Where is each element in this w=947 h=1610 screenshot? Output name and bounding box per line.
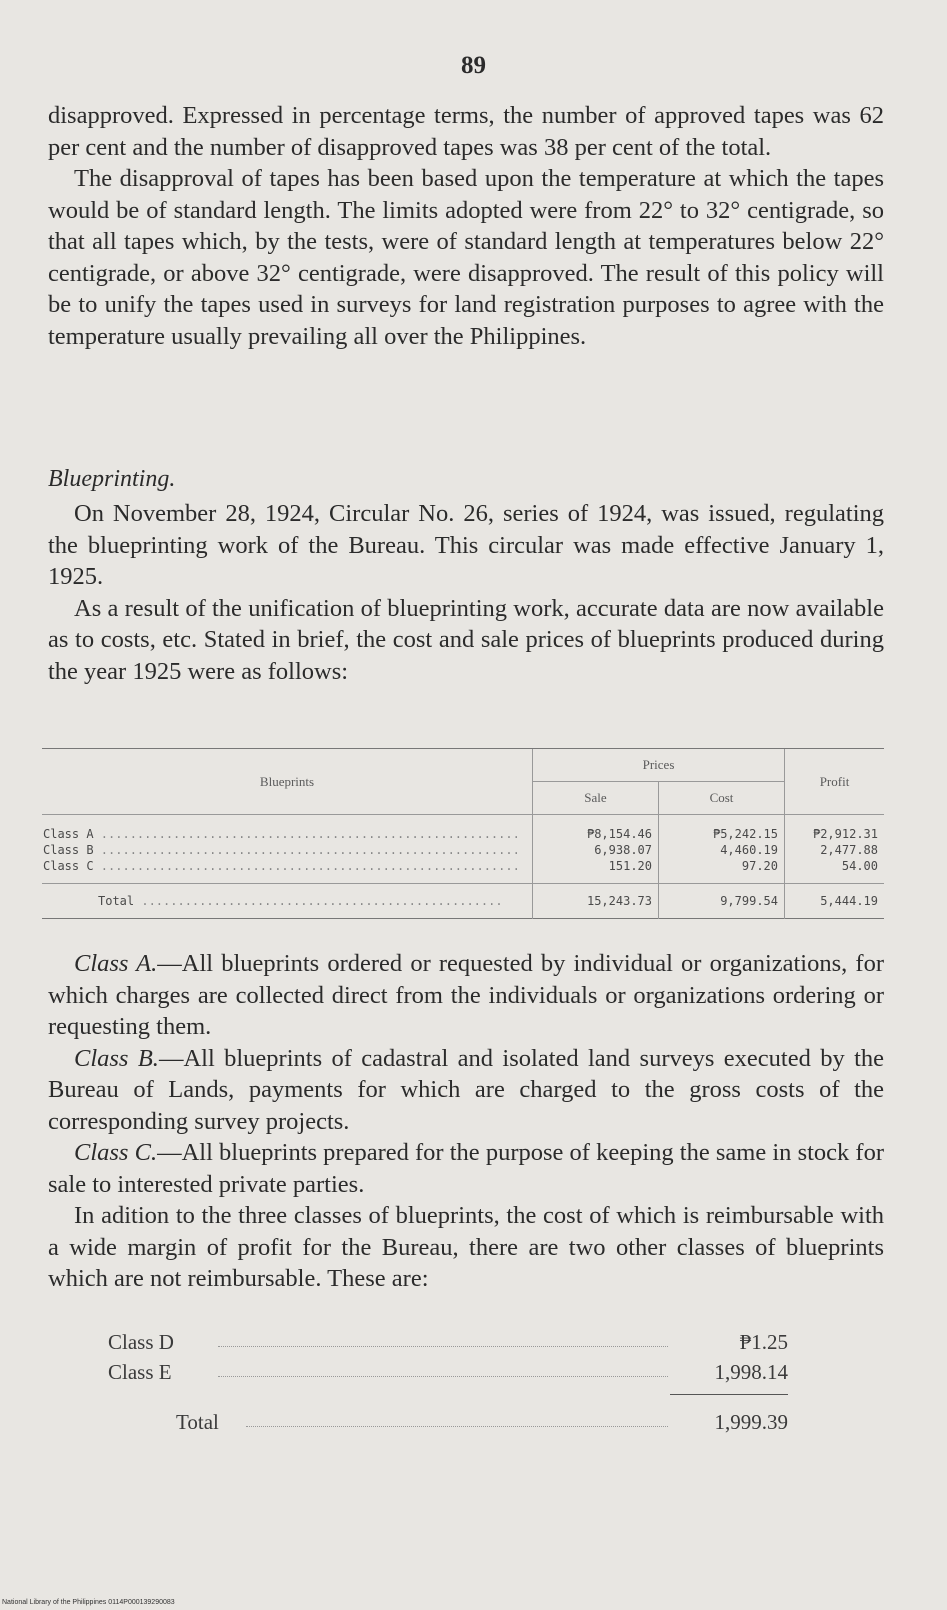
class-e-value: 1,998.14 xyxy=(714,1360,788,1384)
cell-profit: 2,477.88 xyxy=(785,842,885,858)
total-rule xyxy=(670,1394,788,1395)
total-value: 1,999.39 xyxy=(714,1410,788,1434)
cell-sale: ₱8,154.46 xyxy=(533,815,659,843)
class-d-label: Class D xyxy=(108,1330,174,1354)
blueprint-cost-table xyxy=(42,748,884,919)
leader-dots xyxy=(246,1426,668,1427)
table-row-label: Class C .......................................................... xyxy=(43,859,520,873)
header-cost: Cost xyxy=(659,782,785,815)
list-item xyxy=(108,1360,788,1390)
page-number: 89 xyxy=(461,52,486,79)
scan-footer: National Library of the Philippines 0114P000139290083 xyxy=(2,1599,175,1606)
table-row-label: Class B .......................................................... xyxy=(43,843,520,857)
cell-cost: ₱5,242.15 xyxy=(659,815,785,843)
cell-total-profit: 5,444.19 xyxy=(785,884,885,919)
cell-sale: 151.20 xyxy=(533,858,659,884)
paragraph-text: The disapproval of tapes has been based upon the temperature at which the tapes would be of standard length. The limits adopted were from 22° to 32° centigrade, so that all tapes which, by the tests, were of standard length at temperatures below 22° centigrade, or above 32° centigrade, were disapproved. The result of this policy will be to unify the tapes used in surveys for land registration purposes to agree with the temperature usually prevailing all over the Philippines. xyxy=(48,165,884,350)
section-heading-blueprinting: Blueprinting. xyxy=(48,466,176,492)
list-total xyxy=(108,1410,788,1440)
total-label: Total xyxy=(176,1410,219,1434)
class-c-definition: Class C.—All blueprints prepared for the purpose of keeping the same in stock for sale to interested private parties. xyxy=(48,1139,884,1198)
cell-profit: 54.00 xyxy=(785,858,885,884)
table-total-label: Total .................................................. xyxy=(98,894,503,908)
cell-profit: ₱2,912.31 xyxy=(785,815,885,843)
cell-total-sale: 15,243.73 xyxy=(533,884,659,919)
blueprint-table xyxy=(42,748,884,919)
paragraph-approved-tapes xyxy=(48,100,884,352)
leader-dots xyxy=(218,1346,668,1347)
header-sale: Sale xyxy=(533,782,659,815)
table-row-label: Class A .......................................................... xyxy=(43,827,520,841)
paragraph-text: In adition to the three classes of blueprints, the cost of which is reimbursable with a wide margin of profit for the Bureau, there are two other classes of blueprints which are not reimbursable. These are: xyxy=(48,1202,884,1292)
cell-sale: 6,938.07 xyxy=(533,842,659,858)
paragraph-circular xyxy=(48,498,884,687)
paragraph-text: As a result of the unification of blueprinting work, accurate data are now available as to costs, etc. Stated in brief, the cost and sale prices of blueprints produced during the year 1925 were as follows: xyxy=(48,594,884,685)
non-reimbursable-list xyxy=(108,1330,788,1440)
header-profit: Profit xyxy=(785,749,885,815)
class-d-value: ₱1.25 xyxy=(739,1330,788,1354)
class-e-label: Class E xyxy=(108,1360,172,1384)
cell-total-cost: 9,799.54 xyxy=(659,884,785,919)
paragraph-text: On November 28, 1924, Circular No. 26, series of 1924, was issued, regulating the blueprinting work of the Bureau. This circular was made effective January 1, 1925. xyxy=(48,500,884,590)
list-item xyxy=(108,1330,788,1360)
cell-cost: 97.20 xyxy=(659,858,785,884)
class-a-definition: Class A.—All blueprints ordered or requested by individual or organizations, for which charges are collected direct from the individuals or organizations ordering or requesting them. xyxy=(48,950,884,1040)
class-b-definition: Class B.—All blueprints of cadastral and isolated land surveys executed by the Bureau of Lands, payments for which are charged to the gross costs of the corresponding survey projects. xyxy=(48,1044,884,1135)
leader-dots xyxy=(218,1376,668,1377)
class-definitions xyxy=(48,948,884,1295)
cell-cost: 4,460.19 xyxy=(659,842,785,858)
header-prices: Prices xyxy=(533,749,785,782)
total-rule-row xyxy=(108,1390,788,1402)
header-blueprints: Blueprints xyxy=(42,749,533,815)
paragraph-text: disapproved. Expressed in percentage terms, the number of approved tapes was 62 per cent and the number of disapproved tapes was 38 per cent of the total. xyxy=(48,102,884,161)
